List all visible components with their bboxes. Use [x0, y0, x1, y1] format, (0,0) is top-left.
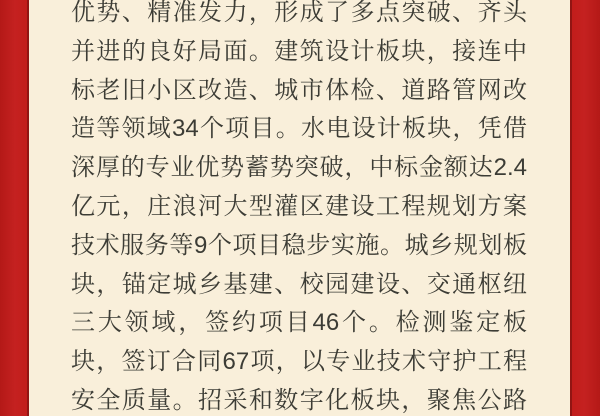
article-text-block — [71, 0, 527, 416]
text-line: 亿元，庄浪河大型灌区建设工程规划方案 — [71, 192, 527, 220]
text-line: 深厚的专业优势蓄势突破，中标金额达2.4 — [71, 154, 527, 182]
text-line: 安全质量。招采和数字化板块，聚焦公路 — [71, 386, 527, 414]
text-line: 标老旧小区改造、城市体检、道路管网改 — [71, 76, 527, 104]
left-border-stripe — [0, 0, 29, 416]
text-line: 技术服务等9个项目稳步实施。城乡规划板 — [71, 231, 527, 259]
text-line: 造等领域34个项目。水电设计板块，凭借 — [71, 115, 527, 143]
text-line: 块，签订合同67项，以专业技术守护工程 — [71, 348, 527, 376]
right-border-stripe — [570, 0, 600, 416]
text-line: 优势、精准发力，形成了多点突破、齐头 — [71, 0, 527, 26]
text-line: 三大领域，签约项目46个。检测鉴定板 — [71, 309, 527, 337]
text-line: 并进的良好局面。建筑设计板块，接连中 — [71, 37, 527, 65]
text-line: 块，锚定城乡基建、校园建设、交通枢纽 — [71, 270, 527, 298]
